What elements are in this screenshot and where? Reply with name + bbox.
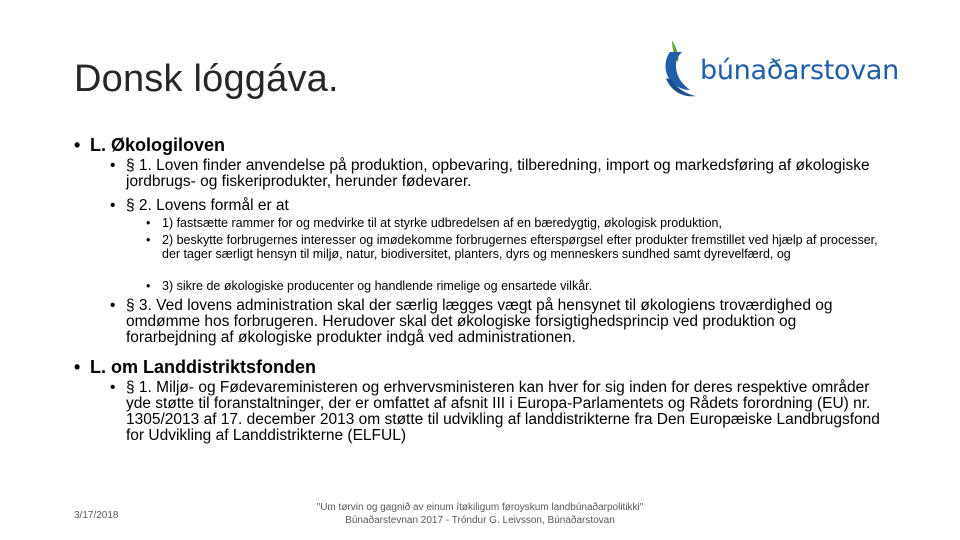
water-drop-logo-icon (660, 38, 700, 102)
footer-caption (250, 501, 710, 527)
bullet-dot-icon: • (110, 197, 116, 214)
bullet-level2 (110, 298, 890, 346)
bullet-dot-icon: • (74, 357, 81, 377)
bullet-level3 (146, 234, 891, 261)
bullet-level2 (110, 158, 890, 190)
slide-title: Donsk lóggáva. (74, 58, 339, 100)
bullet-level3 (146, 217, 891, 231)
bullet-level1 (74, 135, 894, 155)
footer-caption-line: Búnaðarstevnan 2017 - Tróndur G. Leivsson, Búnaðarstovan (345, 515, 615, 526)
bullet-dot-icon: • (146, 216, 151, 230)
bullet-level1 (74, 357, 894, 377)
bullet-level2 (110, 198, 890, 214)
footer-caption-line: "Um tørvin og gagnið av einum ítøkiligum føroyskum landbúnaðarpolitikki" (316, 502, 644, 513)
bullet-dot-icon: • (74, 135, 81, 155)
bullet-text: L. Økologiloven (90, 135, 226, 155)
footer-date: 3/17/2018 (74, 510, 119, 521)
bullet-text: 2) beskytte forbrugernes interesser og imødekomme forbrugernes efterspørgsel efter produkter fremstillet ved hjælp af processer, der tager særligt hensyn til miljø, natur, biodiversitet, planters, dyrs og menneskers sundhed samt dyrevelfærd, og (162, 233, 878, 261)
bullet-text: § 3. Ved lovens administration skal der særlig lægges vægt på hensynet til økologiens troværdighed og omdømme hos forbrugeren. Herudover skal det økologiske forsigtighedsprincip ved produktion og forarbejdning af økologiske produkter indgå ved administrationen. (126, 297, 833, 346)
bullet-dot-icon: • (110, 297, 116, 314)
bunadarstovan-logo (660, 38, 900, 102)
bullet-text: § 1. Miljø- og Fødevareministeren og erhvervsministeren kan hver for sig inden for deres respektive områder yde støtte til foranstaltninger, der er omfattet af afsnit III i Europa-Parlamentets og Rådets forordning (EU) nr. 1305/2013 af 17. december 2013 om støtte til udvikling af landdistrikterne fra Den Europæiske Landbrugsfond for Udvikling af Landdistrikterne (ELFUL) (126, 379, 880, 444)
bullet-level3 (146, 280, 891, 294)
bullet-dot-icon: • (110, 379, 116, 396)
bullet-dot-icon: • (146, 279, 151, 293)
bullet-dot-icon: • (110, 157, 116, 174)
bullet-text: § 2. Lovens formål er at (126, 197, 289, 214)
bullet-text: § 1. Loven finder anvendelse på produktion, opbevaring, tilberedning, import og markedsføring af økologiske jordbrugs- og fiskeriprodukter, herunder fødevarer. (126, 157, 870, 190)
bullet-level2 (110, 380, 890, 444)
logo-text: búnaðarstovan (700, 55, 899, 86)
bullet-text: 1) fastsætte rammer for og medvirke til at styrke udbredelsen af en bæredygtig, økologisk produktion, (162, 216, 722, 230)
bullet-text: L. om Landdistriktsfonden (90, 357, 317, 377)
bullet-dot-icon: • (146, 233, 151, 247)
bullet-text: 3) sikre de økologiske producenter og handlende rimelige og ensartede vilkår. (162, 279, 593, 293)
